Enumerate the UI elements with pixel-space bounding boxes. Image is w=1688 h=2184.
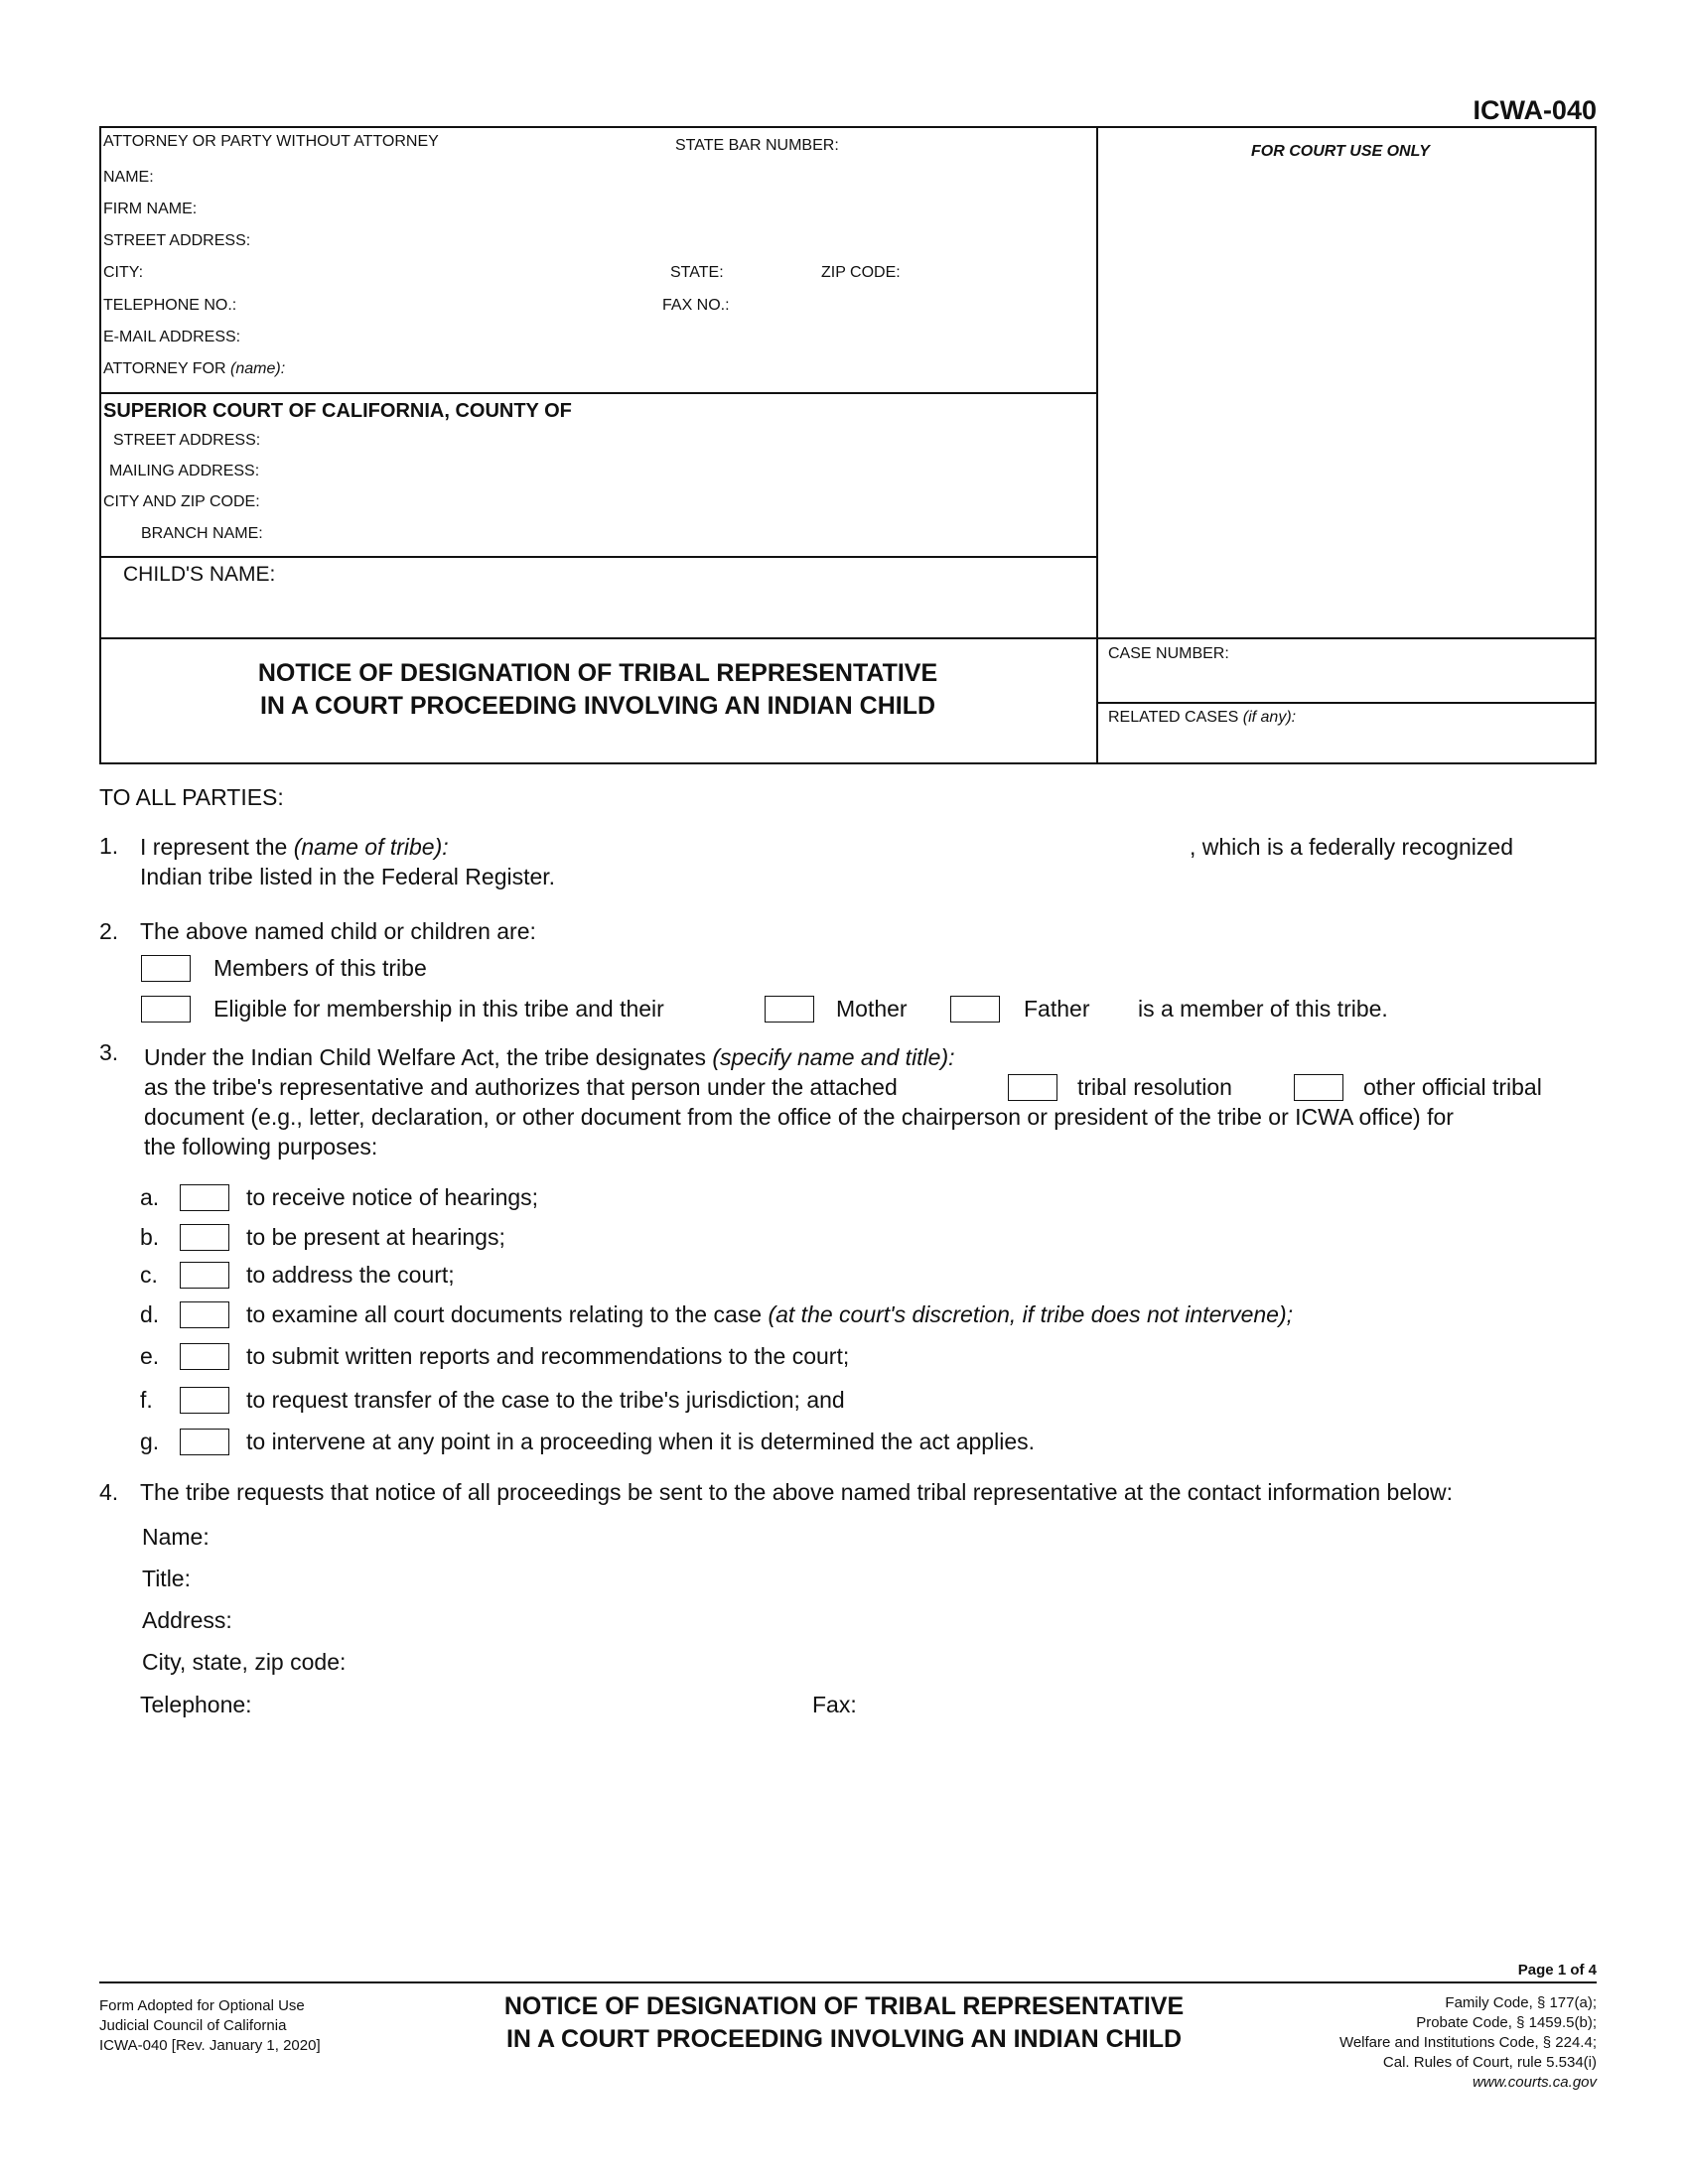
court-branch-label: BRANCH NAME:	[141, 525, 263, 542]
street-label: STREET ADDRESS:	[103, 232, 251, 249]
purpose-a-checkbox[interactable]	[180, 1184, 229, 1211]
name-label: NAME:	[103, 169, 154, 186]
item1-federally: , which is a federally recognized	[1190, 834, 1513, 860]
father-label: Father	[1024, 996, 1090, 1022]
item1-tribe-hint: (name of tribe):	[293, 834, 449, 860]
footer-rule	[99, 1981, 1597, 1983]
fax-label: FAX NO.:	[662, 297, 730, 314]
item2-intro: The above named child or children are:	[140, 918, 536, 944]
caption-vertical-divider	[1096, 126, 1098, 764]
purpose-text: to intervene at any point in a proceeding when it is determined the act applies.	[246, 1429, 1035, 1454]
item4-number: 4.	[99, 1479, 119, 1505]
page-number: Page 1 of 4	[1517, 1962, 1597, 1979]
court-street-label: STREET ADDRESS:	[113, 432, 261, 449]
footer-title	[437, 1990, 1251, 2056]
purpose-text	[246, 1301, 1293, 1328]
item3-line2: as the tribe's representative and authorizes that person under the attached	[144, 1074, 898, 1100]
mother-checkbox[interactable]	[765, 996, 814, 1023]
state-label: STATE:	[670, 264, 724, 281]
contact-name-label: Name:	[142, 1524, 210, 1550]
eligible-checkbox[interactable]	[141, 996, 191, 1023]
item3-line3: document (e.g., letter, declaration, or other document from the office of the chairperson or president of the tribe or ICWA office) for	[144, 1104, 1454, 1130]
item3-designee-hint: (specify name and title):	[712, 1044, 955, 1070]
purpose-letter: d.	[140, 1301, 160, 1327]
purpose-letter: b.	[140, 1224, 160, 1250]
attorney-for-name-hint: (name):	[230, 360, 286, 377]
email-label: E-MAIL ADDRESS:	[103, 329, 241, 345]
purpose-letter: c.	[140, 1262, 158, 1288]
contact-title-label: Title:	[142, 1566, 191, 1591]
form-title-line2: IN A COURT PROCEEDING INVOLVING AN INDIAN CHILD	[259, 692, 936, 720]
related-if-any: (if any):	[1242, 709, 1297, 726]
footer-rules-of-court: Cal. Rules of Court, rule 5.534(i)	[1382, 2054, 1597, 2071]
members-label: Members of this tribe	[213, 955, 427, 981]
footer-website-link[interactable]: www.courts.ca.gov	[1472, 2074, 1597, 2091]
item3-number: 3.	[99, 1039, 119, 1065]
purpose-g-checkbox[interactable]	[180, 1429, 229, 1455]
form-id: ICWA-040	[1473, 95, 1597, 125]
item3-line1-text: Under the Indian Child Welfare Act, the tribe designates	[144, 1044, 706, 1070]
purpose-text: to submit written reports and recommendations to the court;	[246, 1343, 850, 1369]
tribal-resolution-checkbox[interactable]	[1008, 1074, 1057, 1101]
court-use-label: FOR COURT USE ONLY	[1251, 143, 1430, 160]
case-number-label: CASE NUMBER:	[1108, 645, 1229, 662]
item1-text	[140, 834, 449, 861]
attorney-court-divider	[99, 392, 1097, 394]
form-title-line1: NOTICE OF DESIGNATION OF TRIBAL REPRESENTATIVE	[257, 659, 938, 687]
item1-register: Indian tribe listed in the Federal Register.	[140, 864, 556, 889]
footer-right	[1339, 1993, 1597, 2093]
court-mailing-label: MAILING ADDRESS:	[109, 463, 260, 479]
to-all-parties: TO ALL PARTIES:	[99, 784, 284, 810]
case-related-divider	[1096, 702, 1597, 704]
attorney-for-label	[103, 360, 285, 378]
contact-telephone-label: Telephone:	[140, 1692, 252, 1717]
court-child-divider	[99, 556, 1097, 558]
purpose-letter: g.	[140, 1429, 160, 1454]
footer-welfare-code: Welfare and Institutions Code, § 224.4;	[1338, 2034, 1597, 2051]
other-document-label: other official tribal	[1363, 1074, 1542, 1100]
attorney-for-text: ATTORNEY FOR	[103, 360, 226, 377]
footer-adopted: Form Adopted for Optional Use	[99, 1997, 305, 2014]
other-document-checkbox[interactable]	[1294, 1074, 1343, 1101]
zip-label: ZIP CODE:	[821, 264, 901, 281]
father-checkbox[interactable]	[950, 996, 1000, 1023]
city-label: CITY:	[103, 264, 144, 281]
purpose-letter: f.	[140, 1387, 153, 1413]
footer-judicial-council: Judicial Council of California	[99, 2017, 287, 2034]
item1-text-a: I represent the	[140, 834, 288, 860]
related-cases-label	[1108, 709, 1296, 727]
item4-text: The tribe requests that notice of all proceedings be sent to the above named tribal representative at the contact information below:	[140, 1479, 1454, 1505]
contact-cityzip-label: City, state, zip code:	[142, 1649, 347, 1675]
mother-label: Mother	[836, 996, 908, 1022]
item3-line4: the following purposes:	[144, 1134, 378, 1160]
item3-line1	[144, 1044, 955, 1071]
purpose-text: to request transfer of the case to the tribe's jurisdiction; and	[246, 1387, 845, 1413]
purpose-e-checkbox[interactable]	[180, 1343, 229, 1370]
purpose-letter: a.	[140, 1184, 160, 1210]
purpose-d-checkbox[interactable]	[180, 1301, 229, 1328]
item1-number: 1.	[99, 833, 119, 859]
purpose-b-checkbox[interactable]	[180, 1224, 229, 1251]
state-bar-label: STATE BAR NUMBER:	[675, 137, 839, 154]
purpose-letter: e.	[140, 1343, 160, 1369]
child-name-label: CHILD'S NAME:	[123, 563, 276, 586]
telephone-label: TELEPHONE NO.:	[103, 297, 237, 314]
purpose-text: to address the court;	[246, 1262, 455, 1288]
related-cases-text: RELATED CASES	[1108, 709, 1239, 726]
footer-title-line1: NOTICE OF DESIGNATION OF TRIBAL REPRESENTATIVE	[503, 1992, 1185, 2020]
court-cityzip-label: CITY AND ZIP CODE:	[103, 493, 260, 510]
child-title-divider	[99, 637, 1597, 639]
purpose-text: to be present at hearings;	[246, 1224, 505, 1250]
attorney-header: ATTORNEY OR PARTY WITHOUT ATTORNEY	[103, 133, 439, 150]
firm-label: FIRM NAME:	[103, 201, 198, 217]
footer-family-code: Family Code, § 177(a);	[1445, 1994, 1597, 2011]
item2-number: 2.	[99, 918, 119, 944]
footer-revision: ICWA-040 [Rev. January 1, 2020]	[99, 2037, 321, 2054]
footer-probate-code: Probate Code, § 1459.5(b);	[1416, 2014, 1597, 2031]
footer-left	[99, 1996, 321, 2056]
eligible-label: Eligible for membership in this tribe and their	[213, 996, 664, 1022]
purpose-d-note: (at the court's discretion, if tribe does not intervene);	[768, 1301, 1293, 1327]
purpose-c-checkbox[interactable]	[180, 1262, 229, 1289]
footer-title-line2: IN A COURT PROCEEDING INVOLVING AN INDIAN CHILD	[505, 2025, 1183, 2053]
purpose-d-text: to examine all court documents relating to the case	[246, 1301, 763, 1327]
members-checkbox[interactable]	[141, 955, 191, 982]
member-tail: is a member of this tribe.	[1138, 996, 1388, 1022]
court-title: SUPERIOR COURT OF CALIFORNIA, COUNTY OF	[103, 400, 572, 422]
purpose-f-checkbox[interactable]	[180, 1387, 229, 1414]
purpose-text: to receive notice of hearings;	[246, 1184, 539, 1210]
contact-address-label: Address:	[142, 1607, 232, 1633]
tribal-resolution-label: tribal resolution	[1077, 1074, 1232, 1100]
contact-fax-label: Fax:	[812, 1692, 857, 1717]
